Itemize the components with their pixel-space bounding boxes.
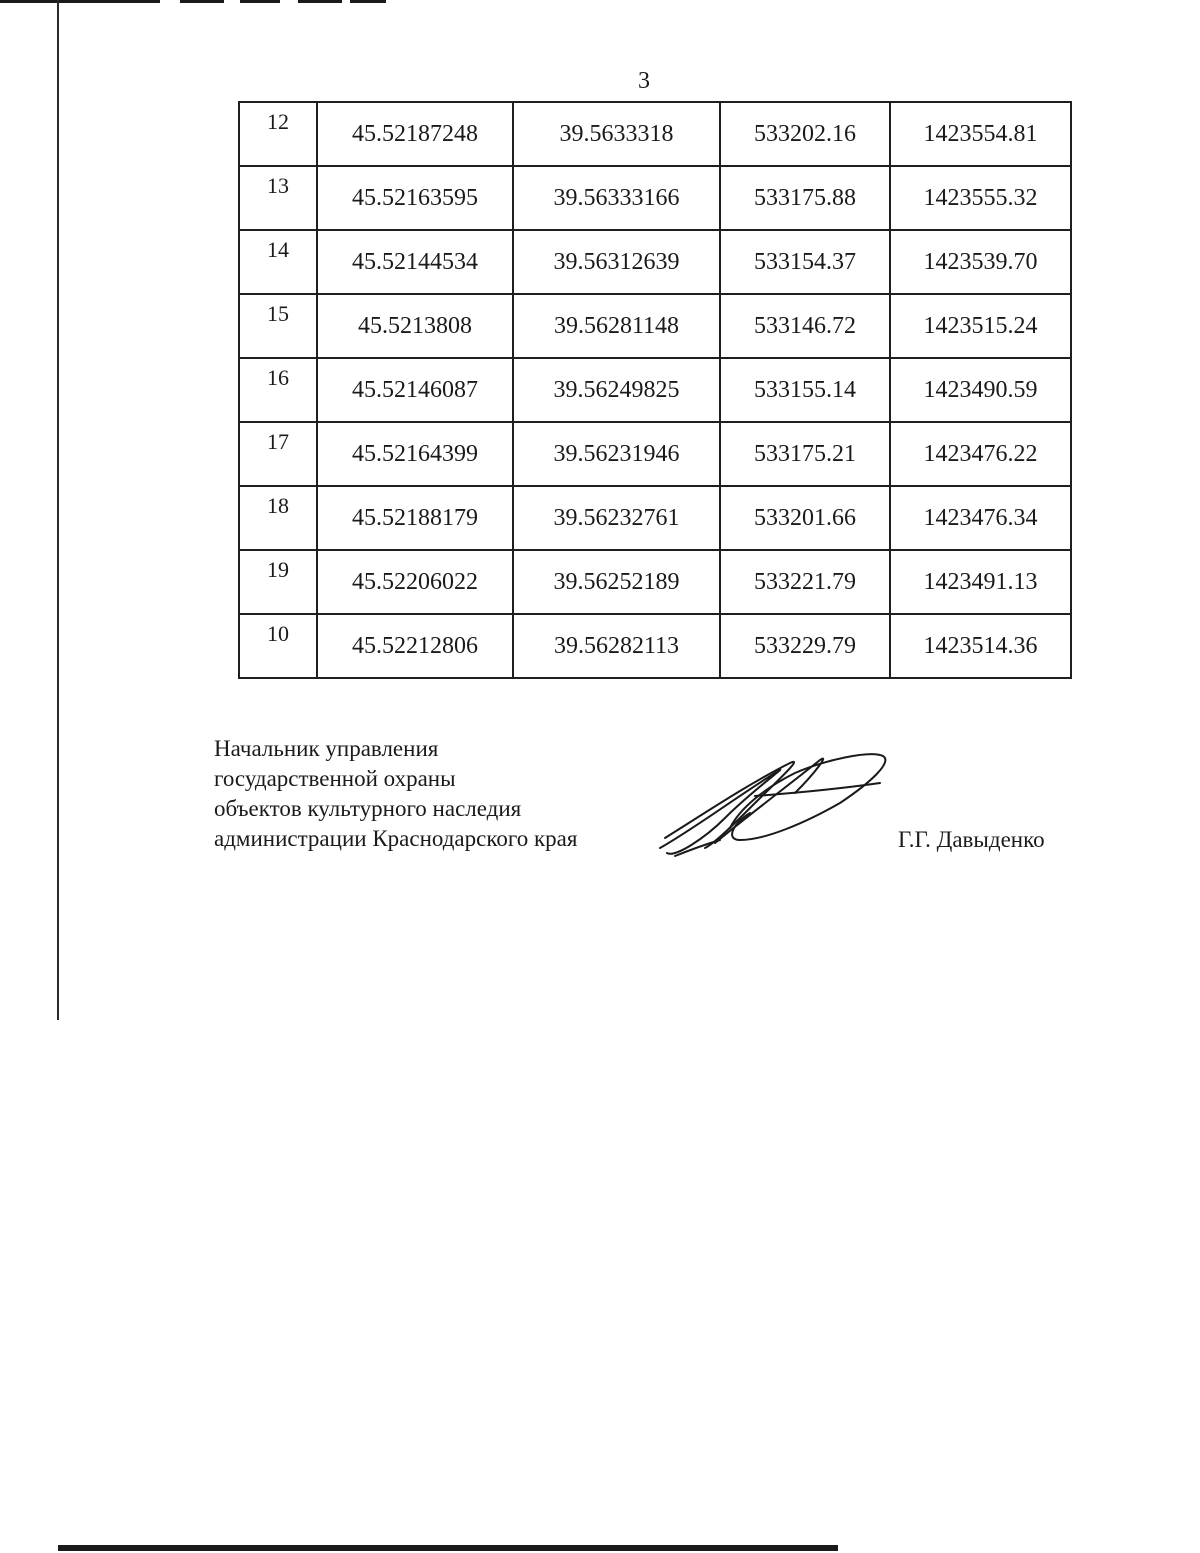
coordinate-cell: 39.56252189 [513,550,720,614]
point-number-cell: 17 [239,422,317,486]
signatory-title-line: государственной охраны [214,766,456,791]
coordinate-cell: 45.52212806 [317,614,513,678]
signatory-title-line: объектов культурного наследия [214,796,522,821]
table-row [239,230,1071,294]
signatory-title-line: Начальник управления [214,736,439,761]
point-number-cell: 16 [239,358,317,422]
table-row [239,550,1071,614]
coordinate-cell: 1423490.59 [890,358,1071,422]
coordinate-cell: 39.56282113 [513,614,720,678]
point-number-cell: 18 [239,486,317,550]
coordinate-cell: 533175.21 [720,422,890,486]
coordinate-cell: 45.52164399 [317,422,513,486]
coordinate-cell: 45.52144534 [317,230,513,294]
coordinates-table-body [239,102,1071,678]
coordinate-cell: 45.52163595 [317,166,513,230]
table-row [239,294,1071,358]
coordinate-cell: 1423555.32 [890,166,1071,230]
coordinate-cell: 533229.79 [720,614,890,678]
scan-bottom-artifact [58,1545,838,1551]
page-number: 3 [638,68,650,94]
signer-name: Г.Г. Давыденко [898,827,1045,852]
coordinate-cell: 39.56231946 [513,422,720,486]
coordinate-cell: 39.56232761 [513,486,720,550]
handwritten-signature [655,748,895,868]
coordinate-cell: 533201.66 [720,486,890,550]
point-number-cell: 14 [239,230,317,294]
coordinate-cell: 1423476.22 [890,422,1071,486]
coordinate-cell: 533221.79 [720,550,890,614]
table-row [239,614,1071,678]
coordinate-cell: 533155.14 [720,358,890,422]
point-number-cell: 13 [239,166,317,230]
signature-block [214,734,644,854]
table-row [239,358,1071,422]
coordinate-cell: 1423514.36 [890,614,1071,678]
coordinate-cell: 533202.16 [720,102,890,166]
signatory-title-line: администрации Краснодарского края [214,826,578,851]
coordinate-cell: 1423515.24 [890,294,1071,358]
point-number-cell: 15 [239,294,317,358]
scan-left-edge [57,0,59,1020]
coordinate-cell: 533154.37 [720,230,890,294]
table-row [239,102,1071,166]
coordinates-table [238,101,1072,679]
point-number-cell: 12 [239,102,317,166]
coordinate-cell: 39.56249825 [513,358,720,422]
coordinate-cell: 1423476.34 [890,486,1071,550]
coordinate-cell: 39.56281148 [513,294,720,358]
scan-top-artifact [0,0,450,4]
point-number-cell: 19 [239,550,317,614]
coordinate-cell: 45.5213808 [317,294,513,358]
coordinate-cell: 533146.72 [720,294,890,358]
coordinate-cell: 45.52188179 [317,486,513,550]
coordinate-cell: 533175.88 [720,166,890,230]
coordinate-cell: 45.52187248 [317,102,513,166]
coordinate-cell: 1423539.70 [890,230,1071,294]
table-row [239,166,1071,230]
coordinate-cell: 39.56312639 [513,230,720,294]
coordinate-cell: 39.56333166 [513,166,720,230]
coordinate-cell: 39.5633318 [513,102,720,166]
point-number-cell: 10 [239,614,317,678]
coordinate-cell: 45.52206022 [317,550,513,614]
coordinate-cell: 1423491.13 [890,550,1071,614]
coordinate-cell: 45.52146087 [317,358,513,422]
coordinate-cell: 1423554.81 [890,102,1071,166]
table-row [239,422,1071,486]
table-row [239,486,1071,550]
